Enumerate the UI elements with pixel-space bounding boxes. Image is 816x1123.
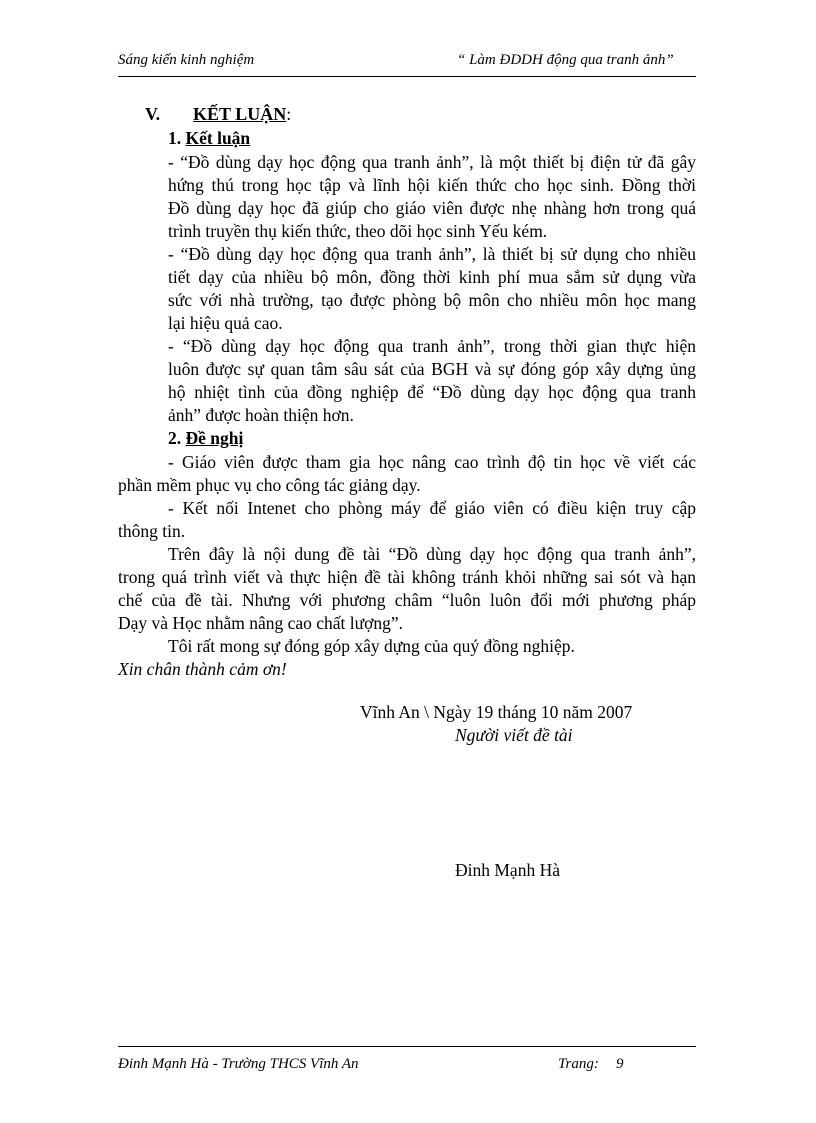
conclusion-heading: [168, 128, 250, 149]
proposal-line: phần mềm phục vụ cho công tác giảng dạy.: [118, 475, 421, 495]
footer-left: Đinh Mạnh Hà - Trường THCS Vĩnh An: [118, 1056, 359, 1072]
section-colon: :: [286, 104, 292, 124]
proposal-line: - Giáo viên được tham gia học nâng cao trình độ tin học về viết các: [168, 452, 696, 472]
conclusion-line: sức với nhà trường, tạo được phòng bộ môn cho nhiều môn học mang: [168, 290, 696, 310]
conclusion-line: trình truyền thụ kiến thức, theo dõi học sinh Yếu kém.: [168, 221, 548, 241]
author-name: Đinh Mạnh Hà: [455, 860, 560, 880]
section-title: [193, 104, 291, 125]
place-date: Vĩnh An \ Ngày 19 tháng 10 năm 2007: [360, 702, 633, 722]
footer-rule: [118, 1046, 696, 1047]
author-role: Người viết đề tài: [455, 725, 573, 745]
thanks-text: Xin chân thành cảm ơn!: [118, 659, 287, 679]
conclusion-line: tiết dạy của nhiều bộ môn, đồng thời kinh phí mua sắm sử dụng vừa: [168, 267, 696, 287]
section-number: V.: [145, 104, 161, 124]
conclusion-line: ảnh” được hoàn thiện hơn.: [168, 405, 354, 425]
proposal-line: thông tin.: [118, 521, 186, 541]
footer-page-number: 9: [616, 1056, 624, 1072]
conclusion-line: lại hiệu quả cao.: [168, 313, 283, 333]
conclusion-line: - “Đồ dùng dạy học động qua tranh ảnh”, trong thời gian thực hiện: [168, 336, 696, 356]
conclusion-title: Kết luận: [185, 128, 251, 148]
proposal-title: Đề nghị: [185, 428, 244, 448]
proposal-line: Tôi rất mong sự đóng góp xây dựng của quý đồng nghiệp.: [168, 636, 575, 656]
header-rule: [118, 76, 696, 77]
conclusion-line: Đồ dùng dạy học đã giúp cho giáo viên được nhẹ nhàng hơn trong quá: [168, 198, 696, 218]
proposal-heading: [168, 428, 243, 449]
conclusion-line: hộ nhiệt tình của đồng nghiệp để “Đồ dùng dạy học động qua tranh: [168, 382, 696, 402]
conclusion-line: - “Đồ dùng dạy học động qua tranh ảnh”, là thiết bị sử dụng cho nhiều: [168, 244, 696, 264]
footer-page-label: Trang:: [558, 1056, 599, 1072]
conclusion-line: - “Đồ dùng dạy học động qua tranh ảnh”, là một thiết bị điện tử đã gây: [168, 152, 696, 172]
header-right: “ Làm ĐDDH động qua tranh ảnh”: [457, 52, 674, 68]
proposal-line: Dạy và Học nhằm nâng cao chất lượng”.: [118, 613, 404, 633]
proposal-line: trong quá trình viết và thực hiện đề tài không tránh khỏi những sai sót và hạn: [118, 567, 696, 587]
section-title-text: KẾT LUẬN: [193, 104, 287, 124]
proposal-line: chế của đề tài. Nhưng với phương châm “luôn luôn đổi mới phương pháp: [118, 590, 696, 610]
conclusion-number: 1.: [168, 128, 182, 148]
conclusion-line: hứng thú trong học tập và lĩnh hội kiến thức cho học sinh. Đồng thời: [168, 175, 696, 195]
header-left: Sáng kiến kinh nghiệm: [118, 52, 255, 68]
proposal-number: 2.: [168, 428, 182, 448]
proposal-line: - Kết nối Intenet cho phòng máy để giáo viên có điều kiện truy cập: [168, 498, 696, 518]
proposal-line: Trên đây là nội dung đề tài “Đồ dùng dạy học động qua tranh ảnh”,: [168, 544, 696, 564]
conclusion-line: luôn được sự quan tâm sâu sát của BGH và sự đóng góp xây dựng ủng: [168, 359, 696, 379]
